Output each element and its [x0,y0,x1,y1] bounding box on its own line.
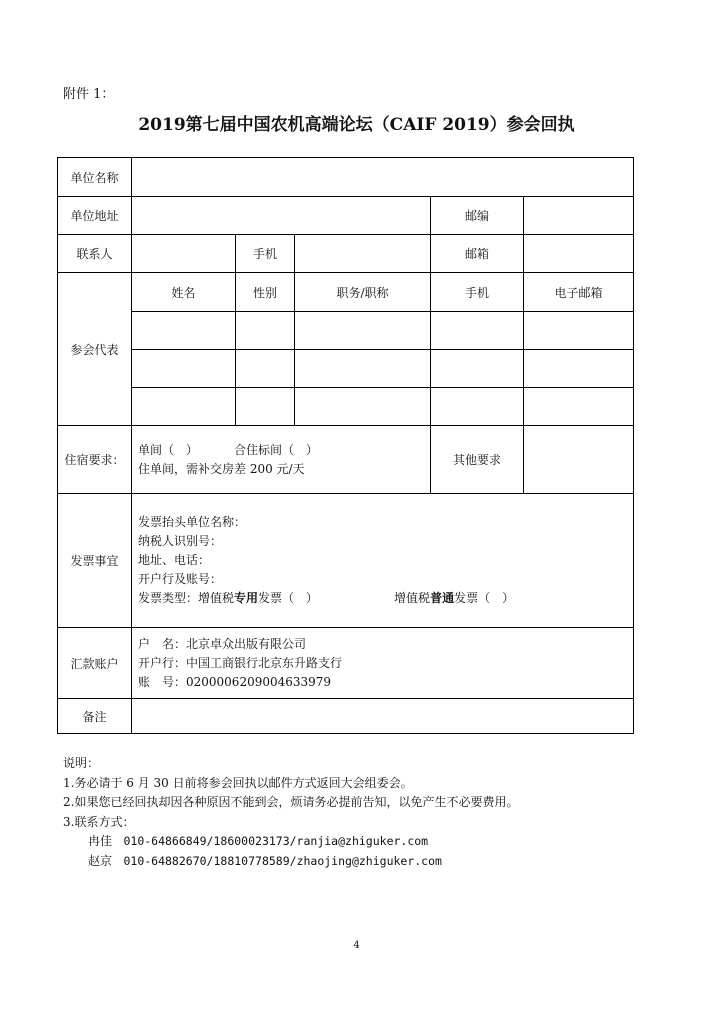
delegate-cell[interactable] [524,312,634,350]
taxpayer-id-line: 纳税人识别号： [138,534,223,548]
table-row [58,388,634,426]
header-gender: 性别 [236,273,295,312]
normal-invoice-option[interactable]: 发票（ ） [454,591,515,605]
invoice-type-prefix: 发票类型：增值税 [138,591,235,605]
normal-label: 普通 [430,591,455,605]
account-number: 账 号：0200006209004633979 [138,674,332,689]
delegate-cell[interactable] [132,388,236,426]
header-title: 职务/职称 [295,273,431,312]
postcode-label: 邮编 [431,197,524,235]
delegate-cell[interactable] [236,388,295,426]
unit-address-label: 单位地址 [58,197,132,235]
special-label: 专用 [234,591,259,605]
delegates-label: 参会代表 [58,273,132,426]
postcode-field[interactable] [524,197,634,235]
page-number: 4 [353,940,360,951]
attachment-label: 附件 1： [63,87,115,102]
delegate-cell[interactable] [236,350,295,388]
contact-label: 联系人 [58,235,132,273]
lodging-label: 住宿要求： [58,426,132,494]
invoice-title-line: 发票抬头单位名称： [138,515,247,529]
remark-field[interactable] [132,699,634,734]
invoice-label: 发票事宜 [58,494,132,628]
delegate-cell[interactable] [524,388,634,426]
special-invoice-option[interactable]: 发票（ ） [258,591,319,605]
contact-info: 010-64866849/18600023173/ranjia@zhiguker.com [123,834,429,848]
delegate-cell[interactable] [132,350,236,388]
delegate-cell[interactable] [431,350,524,388]
table-row [58,312,634,350]
email-label: 邮箱 [431,235,524,273]
page-title: 2019第七届中国农机高端论坛（CAIF 2019）参会回执 [138,115,575,135]
note-item: 2.如果您已经回执却因各种原因不能到会，烦请务必提前告知，以免产生不必要费用。 [63,795,519,809]
unit-name-field[interactable] [132,158,634,197]
mobile-field[interactable] [295,235,431,273]
contact-field[interactable] [132,235,236,273]
contact-name: 赵京 [88,853,113,868]
unit-name-label: 单位名称 [58,158,132,197]
note-item: 3.联系方式： [63,814,135,829]
header-name: 姓名 [132,273,236,312]
other-field[interactable] [524,426,634,494]
header-mobile: 手机 [431,273,524,312]
vat-label: 增值税 [394,591,431,605]
remit-details [132,628,634,699]
delegate-cell[interactable] [295,388,431,426]
notes-heading: 说明： [63,756,100,770]
delegate-cell[interactable] [132,312,236,350]
header-email: 电子邮箱 [524,273,634,312]
other-label: 其他要求 [431,426,524,494]
delegate-cell[interactable] [295,312,431,350]
lodging-note: 住单间，需补交房差 200 元/天 [138,461,305,476]
table-row [58,350,634,388]
contact-line [63,832,518,852]
bank-name: 开户行：中国工商银行北京东升路支行 [138,655,343,670]
bank-account-line: 开户行及账号： [138,572,223,586]
invoice-type-line [138,589,633,608]
delegate-cell[interactable] [236,312,295,350]
notes [63,754,518,871]
delegate-cell[interactable] [431,388,524,426]
registration-form [57,157,634,734]
delegate-cell[interactable] [524,350,634,388]
unit-address-field[interactable] [132,197,431,235]
single-room-option[interactable]: 单间（ ） [138,442,199,457]
remark-label: 备注 [58,699,132,734]
contact-line [63,852,518,872]
delegate-cell[interactable] [295,350,431,388]
delegate-cell[interactable] [431,312,524,350]
shared-room-option[interactable]: 合住标间（ ） [234,442,319,457]
invoice-details[interactable] [132,494,634,628]
address-phone-line: 地址、电话： [138,553,211,567]
note-item: 1.务必请于 6 月 30 日前将参会回执以邮件方式返回大会组委会。 [63,775,413,790]
lodging-options[interactable] [132,426,431,494]
contact-name: 冉佳 [88,834,113,848]
contact-info: 010-64882670/18810778589/zhaojing@zhiguker.com [123,853,442,868]
mobile-label: 手机 [236,235,295,273]
email-field[interactable] [524,235,634,273]
remit-label: 汇款账户 [58,628,132,699]
account-name: 户 名：北京卓众出版有限公司 [138,636,307,651]
